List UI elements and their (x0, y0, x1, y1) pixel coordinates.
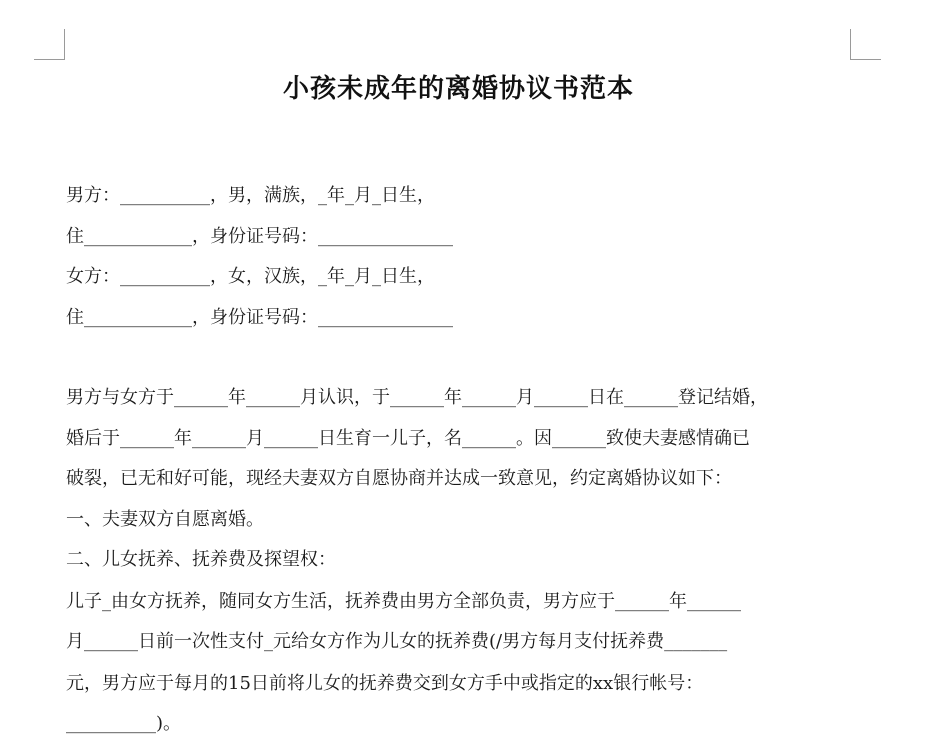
female-party-line: 女方：__________，女，汉族，_年_月_日生， (66, 266, 435, 287)
paragraph-line: 儿子_由女方抚养，随同女方生活，抚养费由男方全部负责，男方应于______年______ (66, 591, 741, 612)
document-title: 小孩未成年的离婚协议书范本 (282, 74, 634, 104)
clause-heading: 二、儿女抚养、抚养费及探望权： (66, 549, 336, 570)
crop-mark-top-right (850, 29, 881, 60)
female-address-id-line: 住____________，身份证号码：_______________ (66, 307, 453, 328)
paragraph-line: 男方与女方于______年______月认识，于______年______月______日在______登记结婚， (66, 387, 768, 408)
male-party-line: 男方：__________，男，满族，_年_月_日生， (66, 185, 435, 206)
paragraph-line: 元，男方应于每月的15日前将儿女的抚养费交到女方手中或指定的xx银行帐号： (66, 673, 704, 694)
paragraph-line: 婚后于______年______月______日生育一儿子，名______。因______致使夫妻感情确已 (66, 428, 750, 449)
paragraph-line: __________)。 (66, 713, 182, 734)
paragraph-line: 月______日前一次性支付_元给女方作为儿女的抚养费(/男方每月支付抚养费_______ (66, 631, 728, 652)
paragraph-line: 破裂，已无和好可能，现经夫妻双方自愿协商并达成一致意见，约定离婚协议如下： (66, 468, 732, 489)
clause-heading: 一、夫妻双方自愿离婚。 (66, 509, 264, 530)
male-address-id-line: 住____________，身份证号码：_______________ (66, 226, 453, 247)
crop-mark-top-left (34, 29, 65, 60)
